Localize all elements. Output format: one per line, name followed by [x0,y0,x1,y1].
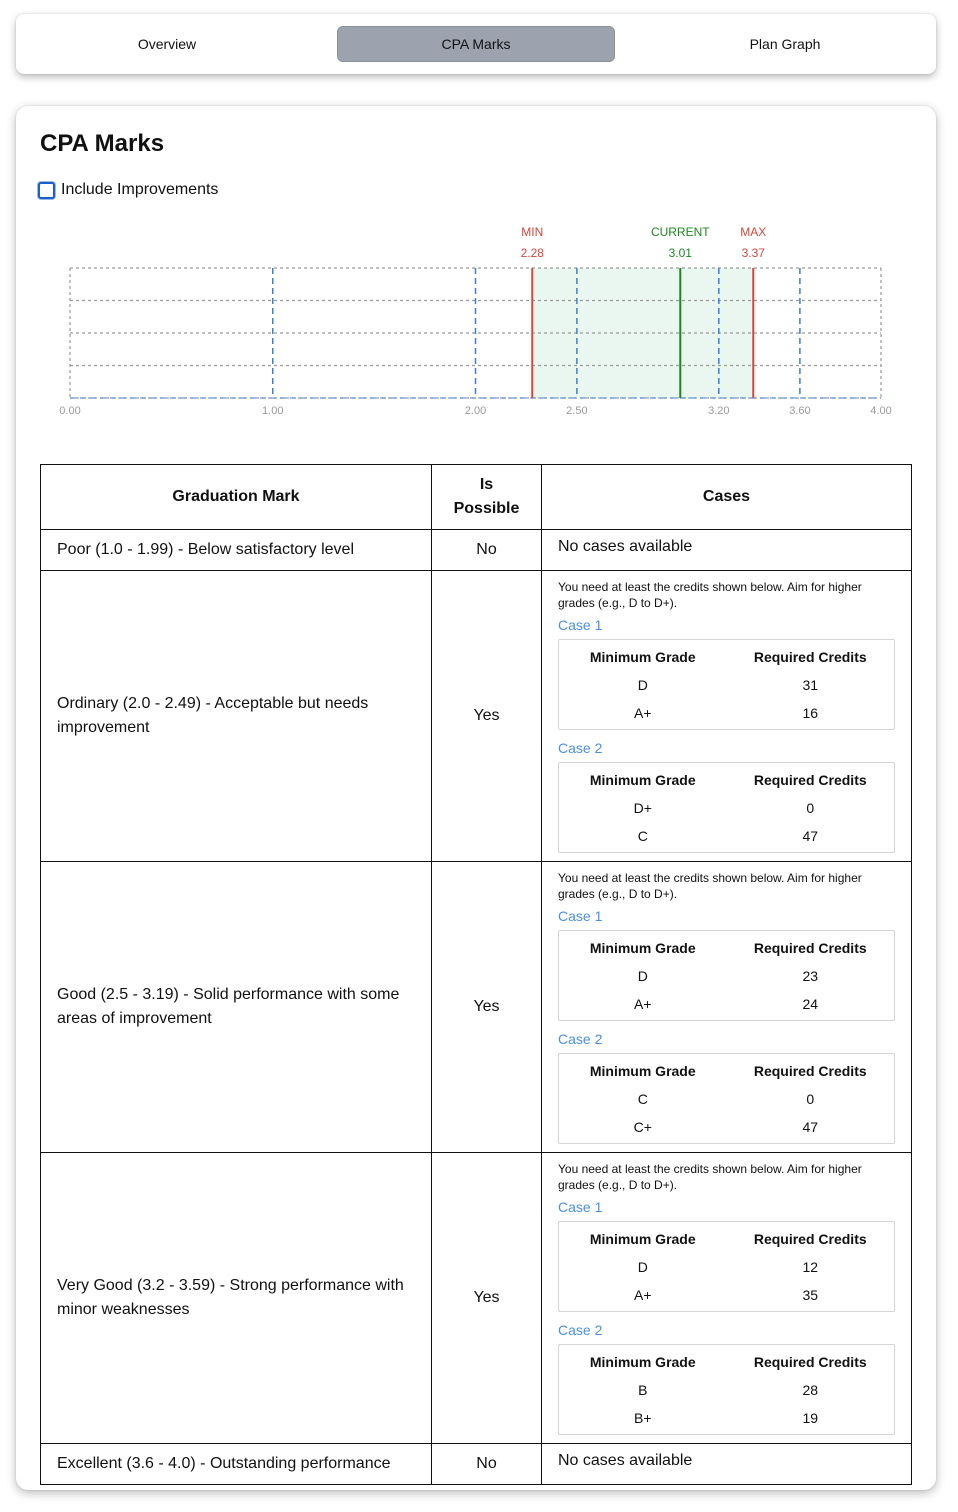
minimum-grade-value: D [637,1259,648,1275]
x-tick-label: 3.20 [708,405,730,417]
case-row [559,699,894,727]
required-credits-header: Required Credits [753,1063,867,1079]
case-label: Case 2 [558,1322,603,1338]
graduation-mark-table [40,464,912,1485]
case-row [559,794,894,822]
minimum-grade-header: Minimum Grade [589,1231,696,1247]
minimum-grade-value: D+ [633,800,652,816]
cases-note: You need at least the credits shown below. Aim for higher grades (e.g., D to D+). [558,1162,862,1192]
required-credits-value: 28 [802,1382,819,1398]
graduation-mark-cell: Poor (1.0 - 1.99) - Below satisfactory level [41,530,432,571]
table-row [41,571,912,862]
table-row [41,1444,912,1485]
header-cases: Cases [542,465,912,530]
required-credits-value: 23 [802,968,819,984]
tab-overview[interactable]: Overview [137,36,197,52]
case-requirements-table [558,1344,895,1435]
graduation-mark-cell: Very Good (3.2 - 3.59) - Strong performance with minor weaknesses [41,1153,432,1444]
required-credits-header: Required Credits [753,772,867,788]
min-marker-name: MIN [521,225,544,239]
required-credits-header: Required Credits [753,940,867,956]
case-label: Case 1 [558,1199,603,1215]
required-credits-value: 31 [802,677,819,693]
tab-cpa-marks[interactable]: CPA Marks [337,26,615,62]
required-credits-header: Required Credits [753,1231,867,1247]
table-row [41,862,912,1153]
x-tick-label: 3.60 [789,405,811,417]
required-credits-value: 19 [802,1410,819,1426]
x-tick-label: 1.00 [262,405,284,417]
cases-cell [542,1153,912,1444]
required-credits-value: 35 [802,1287,819,1303]
x-tick-label: 0.00 [59,405,81,417]
cpa-marks-panel [16,106,936,1490]
minimum-grade-value: B [638,1382,648,1398]
tab-bar [16,14,936,74]
case-header-row [559,766,894,794]
is-possible-cell: Yes [432,1153,542,1444]
minimum-grade-header: Minimum Grade [589,1063,696,1079]
required-credits-value: 16 [802,705,819,721]
case-requirements-table [558,1053,895,1144]
minimum-grade-value: D [637,968,648,984]
case-row [559,990,894,1018]
case-row [559,1281,894,1309]
cases-cell [542,571,912,862]
minimum-grade-value: D [637,677,648,693]
minimum-grade-header: Minimum Grade [589,772,696,788]
minimum-grade-value: A+ [633,996,652,1012]
case-row [559,962,894,990]
cases-cell [542,862,912,1153]
is-possible-cell: Yes [432,571,542,862]
case-header-row [559,934,894,962]
table-row [41,530,912,571]
minimum-grade-value: A+ [633,705,652,721]
min-marker-value: 2.28 [520,246,544,260]
required-credits-value: 12 [802,1259,819,1275]
max-marker-name: MAX [740,225,767,239]
page-title: CPA Marks [40,130,165,157]
case-requirements-table [558,1221,895,1312]
case-label: Case 1 [558,617,603,633]
required-credits-value: 0 [806,800,815,816]
minimum-grade-value: C [637,828,648,844]
x-tick-label: 2.50 [566,405,588,417]
table-row [41,1153,912,1444]
case-requirements-table [558,762,895,853]
minimum-grade-header: Minimum Grade [589,649,696,665]
required-credits-header: Required Credits [753,649,867,665]
required-credits-value: 47 [802,828,819,844]
minimum-grade-value: C [637,1091,648,1107]
is-possible-cell: No [432,1444,542,1485]
max-marker-value: 3.37 [741,246,765,260]
include-improvements-label: Include Improvements [61,181,219,198]
minimum-grade-header: Minimum Grade [589,1354,696,1370]
graduation-mark-cell: Excellent (3.6 - 4.0) - Outstanding performance [41,1444,432,1485]
is-possible-cell: No [432,530,542,571]
case-header-row [559,1348,894,1376]
cases-cell: No cases available [542,1444,912,1485]
minimum-grade-value: A+ [633,1287,652,1303]
case-requirements-table [558,930,895,1021]
required-credits-header: Required Credits [753,1354,867,1370]
current-marker-name: CURRENT [650,225,710,239]
graduation-mark-cell: Good (2.5 - 3.19) - Solid performance with some areas of improvement [41,862,432,1153]
minimum-grade-value: B+ [633,1410,652,1426]
case-label: Case 2 [558,740,603,756]
current-marker-value: 3.01 [668,246,692,260]
case-header-row [559,1057,894,1085]
required-credits-value: 24 [802,996,819,1012]
case-header-row [559,1225,894,1253]
case-label: Case 2 [558,1031,603,1047]
graduation-mark-cell: Ordinary (2.0 - 2.49) - Acceptable but needs improvement [41,571,432,862]
cpa-range-chart [16,106,936,436]
minimum-grade-header: Minimum Grade [589,940,696,956]
case-row [559,1404,894,1432]
case-row [559,1085,894,1113]
cases-cell: No cases available [542,530,912,571]
x-tick-label: 4.00 [870,405,892,417]
case-row [559,1253,894,1281]
x-tick-label: 2.00 [464,405,487,417]
case-row [559,822,894,850]
cases-note: You need at least the credits shown below. Aim for higher grades (e.g., D to D+). [558,871,862,901]
case-header-row [559,643,894,671]
case-label: Case 1 [558,908,603,924]
case-requirements-table [558,639,895,730]
required-credits-value: 47 [802,1119,819,1135]
cases-note: You need at least the credits shown below. Aim for higher grades (e.g., D to D+). [558,580,862,610]
required-credits-value: 0 [806,1091,815,1107]
tab-plan-graph[interactable]: Plan Graph [749,36,821,52]
minimum-grade-value: C+ [633,1119,652,1135]
case-row [559,1376,894,1404]
case-row [559,1113,894,1141]
is-possible-cell: Yes [432,862,542,1153]
header-graduation-mark: Graduation Mark [41,465,432,530]
header-is-possible: Is Possible [432,465,542,530]
case-row [559,671,894,699]
